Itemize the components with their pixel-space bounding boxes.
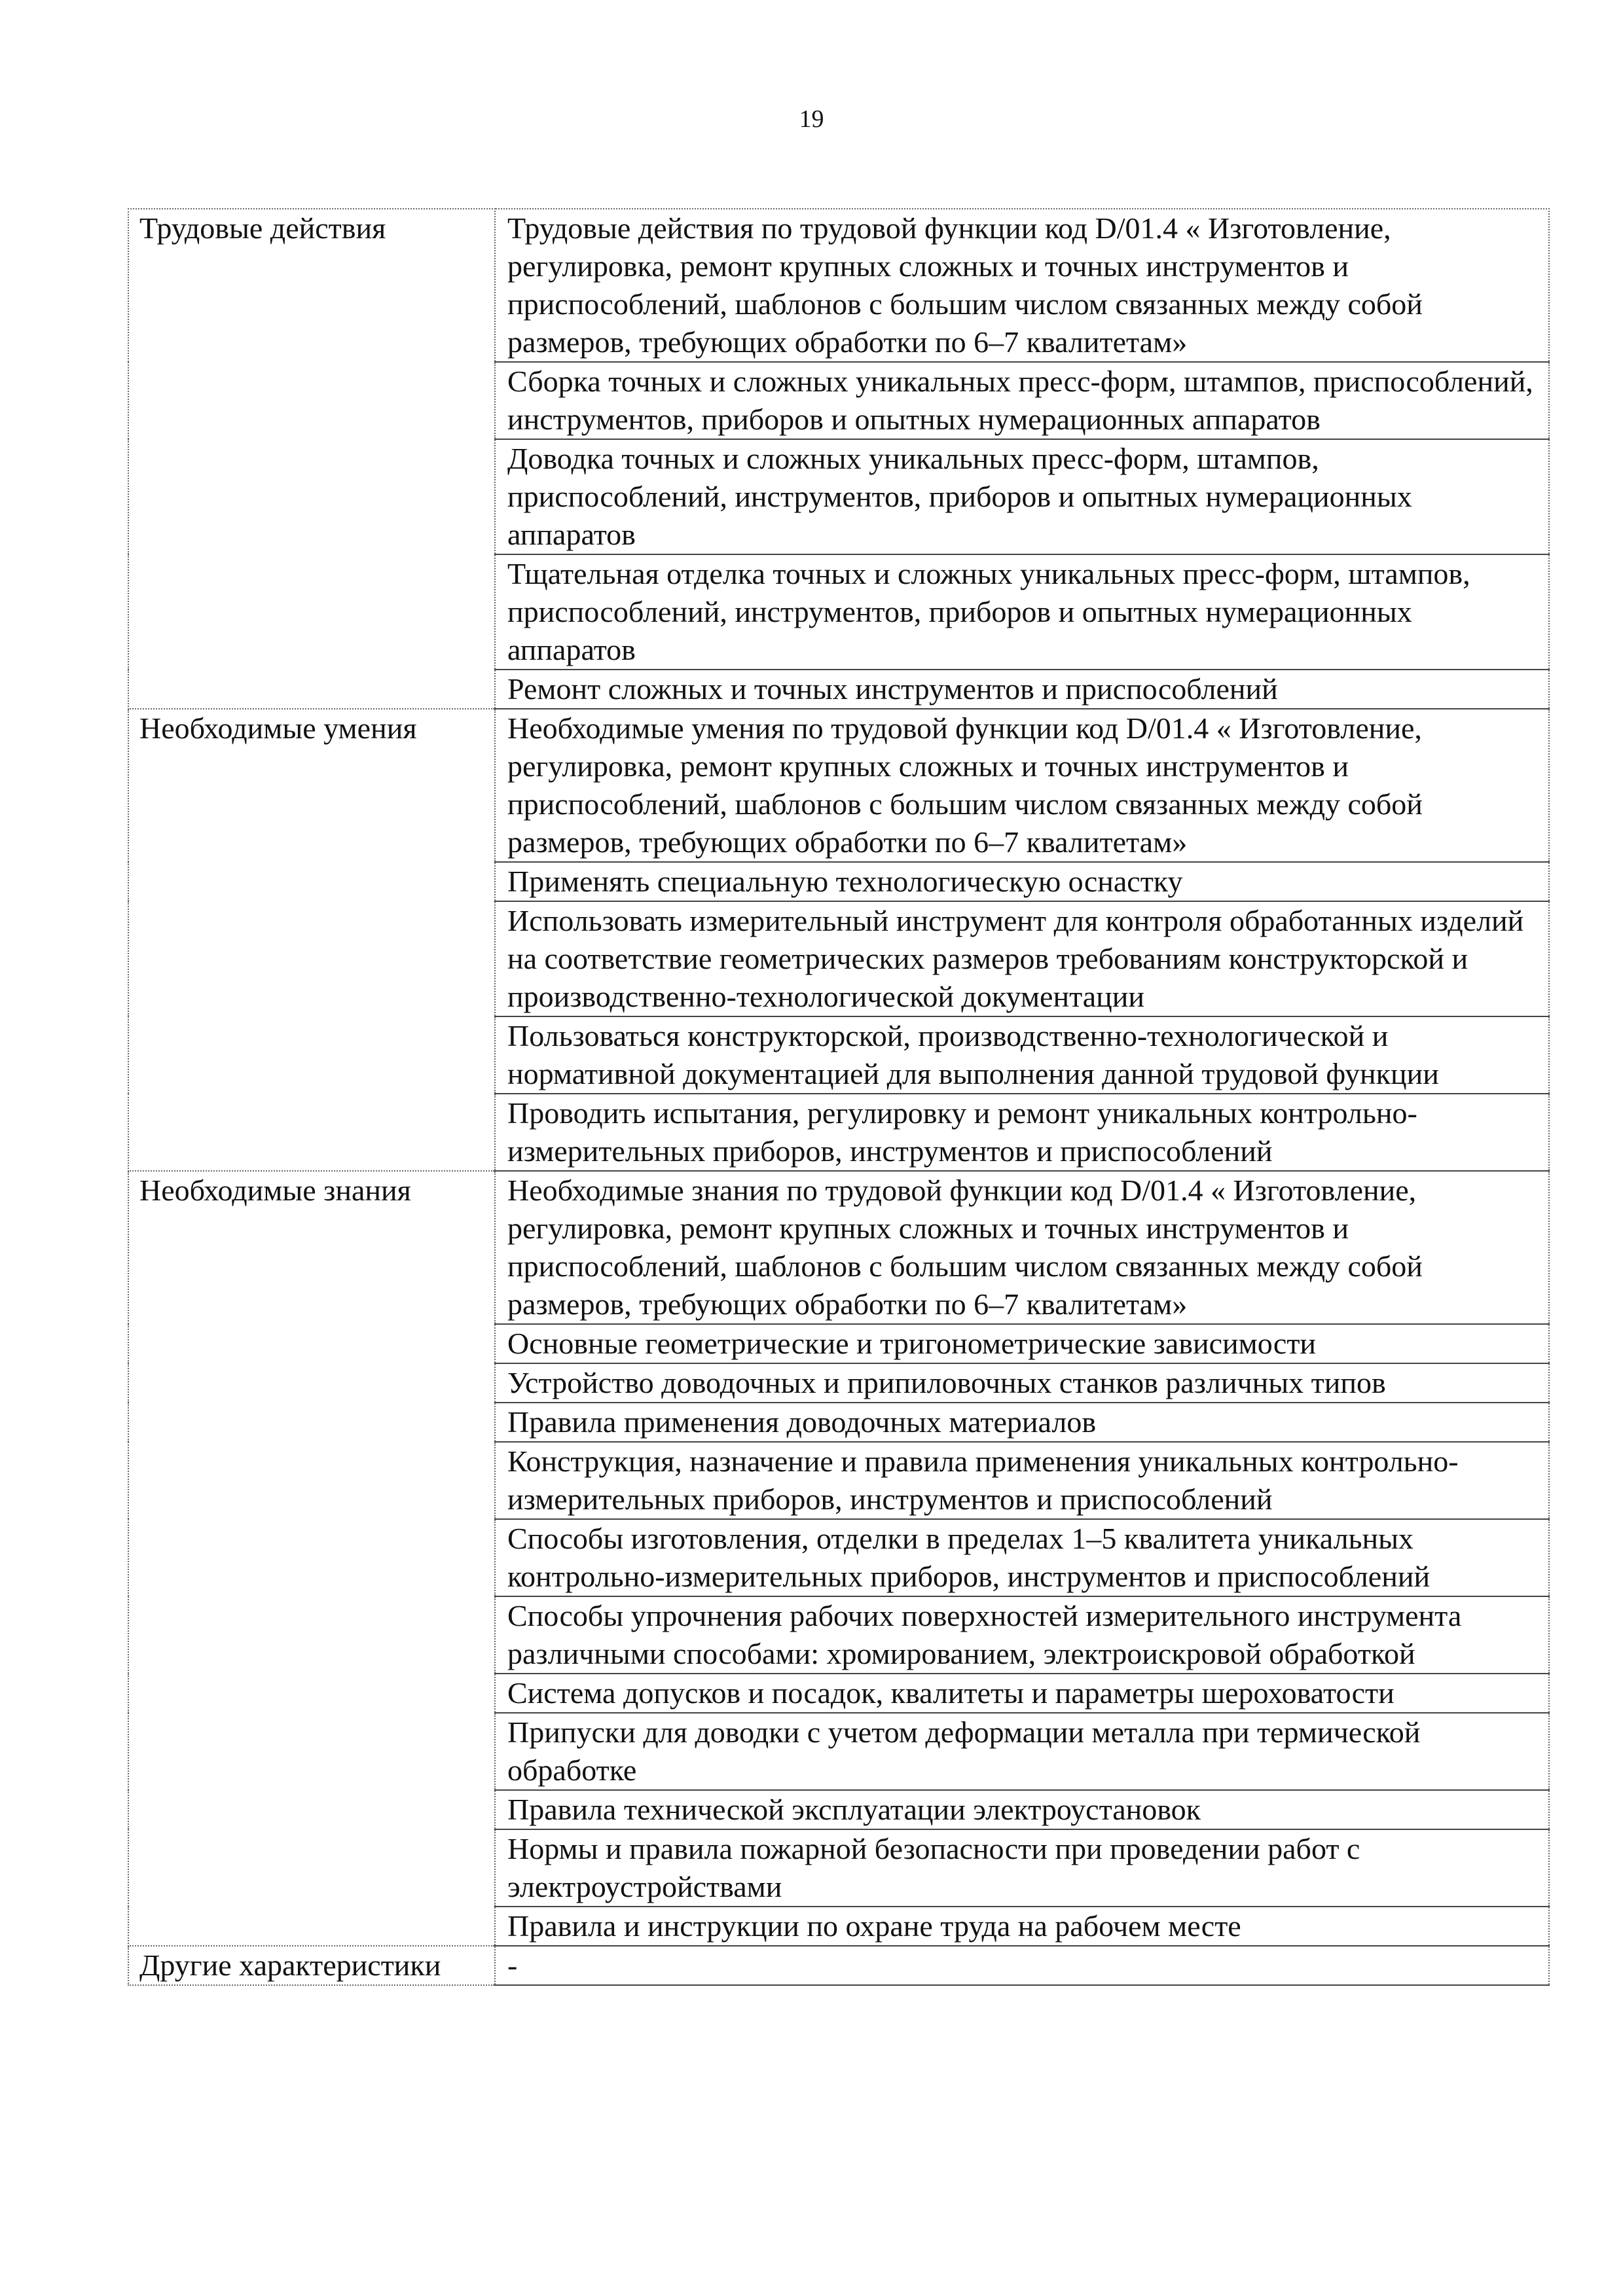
section-item: - xyxy=(495,1946,1549,1985)
section-item: Основные геометрические и тригонометрические зависимости xyxy=(495,1324,1549,1363)
page-number: 19 xyxy=(799,105,824,133)
section-label: Трудовые действия xyxy=(128,209,495,709)
table-body xyxy=(128,209,1549,1985)
section-item: Пользоваться конструкторской, производственно-технологической и нормативной документацией для выполнения данной трудовой функции xyxy=(495,1016,1549,1094)
table-row xyxy=(128,209,1549,362)
table-row xyxy=(128,709,1549,862)
section-item: Устройство доводочных и припиловочных станков различных типов xyxy=(495,1363,1549,1403)
qualification-table xyxy=(128,208,1550,1986)
section-item: Проводить испытания, регулировку и ремонт уникальных контрольно-измерительных приборов, инструментов и приспособлений xyxy=(495,1094,1549,1171)
section-item: Тщательная отделка точных и сложных уникальных пресс-форм, штампов, приспособлений, инструментов, приборов и опытных нумерационных аппаратов xyxy=(495,554,1549,670)
section-label: Необходимые знания xyxy=(128,1171,495,1946)
section-item: Правила технической эксплуатации электроустановок xyxy=(495,1790,1549,1829)
section-item: Ремонт сложных и точных инструментов и приспособлений xyxy=(495,670,1549,709)
section-item: Нормы и правила пожарной безопасности при проведении работ с электроустройствами xyxy=(495,1829,1549,1907)
section-item: Доводка точных и сложных уникальных пресс-форм, штампов, приспособлений, инструментов, приборов и опытных нумерационных аппаратов xyxy=(495,439,1549,554)
section-item: Правила применения доводочных материалов xyxy=(495,1403,1549,1442)
section-item: Припуски для доводки с учетом деформации металла при термической обработке xyxy=(495,1713,1549,1790)
section-item: Использовать измерительный инструмент для контроля обработанных изделий на соответствие геометрических размеров требованиям конструкторской и производственно-технологической документации xyxy=(495,901,1549,1016)
section-item: Необходимые умения по трудовой функции код D/01.4 « Изготовление, регулировка, ремонт крупных сложных и точных инструментов и приспособлений, шаблонов с большим числом связанных между собой размеров, требующих обработки по 6–7 квалитетам» xyxy=(495,709,1549,862)
section-item: Конструкция, назначение и правила применения уникальных контрольно-измерительных приборов, инструментов и приспособлений xyxy=(495,1442,1549,1519)
section-item: Правила и инструкции по охране труда на рабочем месте xyxy=(495,1907,1549,1946)
section-item: Система допусков и посадок, квалитеты и параметры шероховатости xyxy=(495,1674,1549,1713)
section-item: Необходимые знания по трудовой функции код D/01.4 « Изготовление, регулировка, ремонт крупных сложных и точных инструментов и приспособлений, шаблонов с большим числом связанных между собой размеров, требующих обработки по 6–7 квалитетам» xyxy=(495,1171,1549,1324)
section-item: Сборка точных и сложных уникальных пресс-форм, штампов, приспособлений, инструментов, приборов и опытных нумерационных аппаратов xyxy=(495,362,1549,439)
section-item: Применять специальную технологическую оснастку xyxy=(495,862,1549,901)
table-row xyxy=(128,1171,1549,1324)
section-item: Трудовые действия по трудовой функции код D/01.4 « Изготовление, регулировка, ремонт крупных сложных и точных инструментов и приспособлений, шаблонов с большим числом связанных между собой размеров, требующих обработки по 6–7 квалитетам» xyxy=(495,209,1549,362)
section-item: Способы упрочнения рабочих поверхностей измерительного инструмента различными способами: хромированием, электроискровой обработкой xyxy=(495,1596,1549,1674)
table-row xyxy=(128,1946,1549,1985)
section-label: Необходимые умения xyxy=(128,709,495,1171)
section-item: Способы изготовления, отделки в пределах 1–5 квалитета уникальных контрольно-измерительных приборов, инструментов и приспособлений xyxy=(495,1519,1549,1596)
section-label: Другие характеристики xyxy=(128,1946,495,1985)
